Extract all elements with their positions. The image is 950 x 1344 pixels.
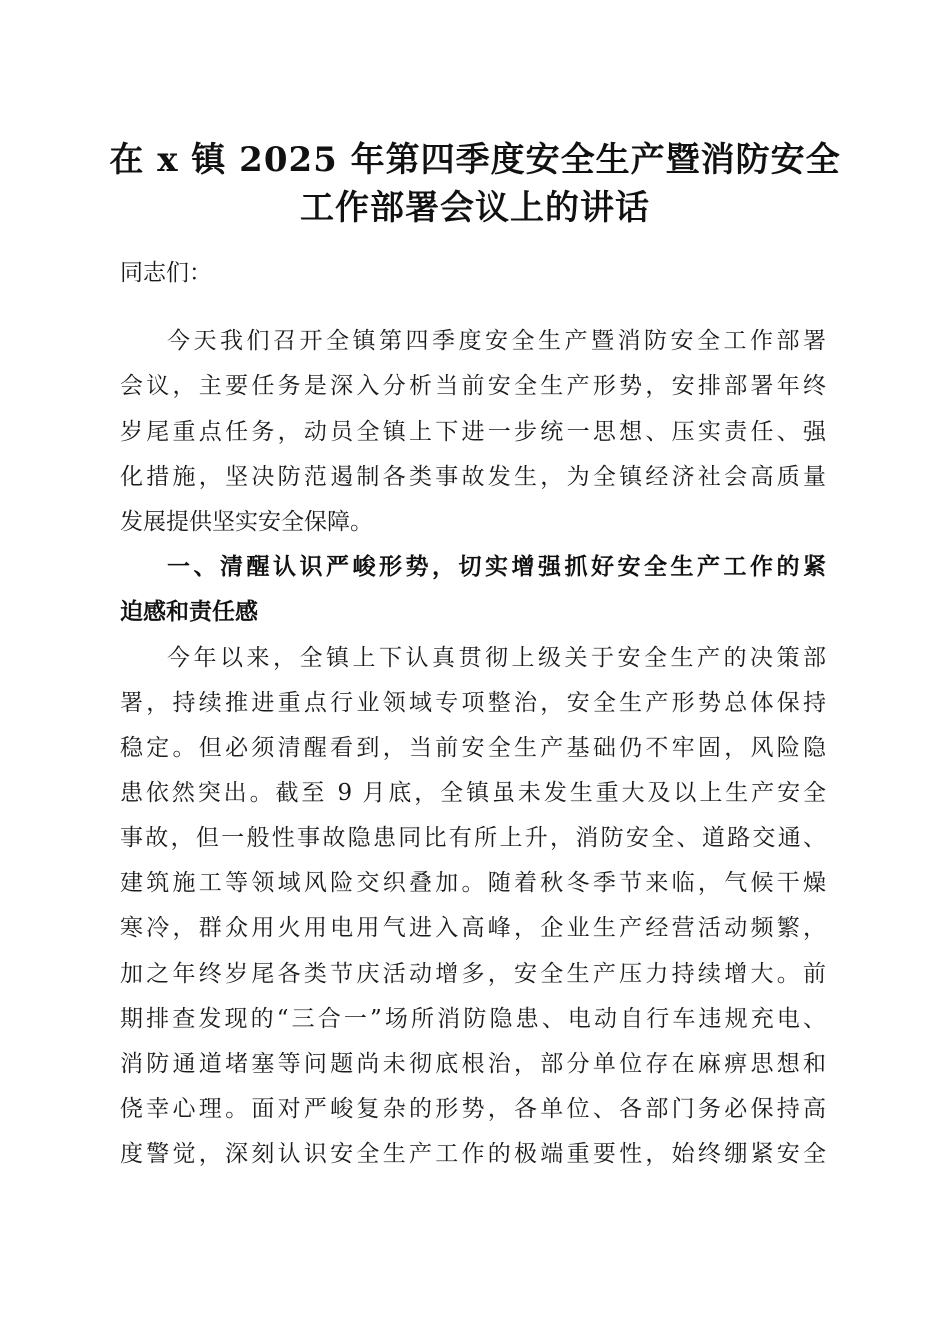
paragraph-line: 今年以来，全镇上下认真贯彻上级关于安全生产的决策部 — [167, 645, 826, 671]
paragraph-line: 患依然突出。截至 9 月底，全镇虽未发生重大及以上生产安全 — [120, 780, 826, 806]
paragraph-line: 寒冷，群众用火用电用气进入高峰，企业生产经营活动频繁， — [120, 915, 826, 941]
paragraph-line: 建筑施工等领域风险交织叠加。随着秋冬季节来临，气候干燥 — [120, 870, 826, 896]
paragraph-line: 岁尾重点任务，动员全镇上下进一步统一思想、压实责任、强 — [120, 419, 826, 445]
document-title-line-1: 在 x 镇 2025 年第四季度安全生产暨消防安全 — [109, 140, 841, 180]
document-title-line-2: 工作部署会议上的讲话 — [300, 188, 650, 228]
paragraph-line: 侥幸心理。面对严峻复杂的形势，各单位、各部门务必保持高 — [120, 1096, 826, 1122]
paragraph-line: 署，持续推进重点行业领域专项整治，安全生产形势总体保持 — [120, 690, 826, 716]
paragraph-line: 发展提供坚实安全保障。 — [120, 509, 373, 535]
paragraph-line: 事故，但一般性事故隐患同比有所上升，消防安全、道路交通、 — [120, 825, 826, 851]
salutation: 同志们： — [120, 260, 212, 286]
section-heading-line: 一、清醒认识严峻形势，切实增强抓好安全生产工作的紧 — [167, 554, 826, 580]
paragraph-line: 会议，主要任务是深入分析当前安全生产形势，安排部署年终 — [120, 373, 826, 399]
paragraph-line: 度警觉，深刻认识安全生产工作的极端重要性，始终绷紧安全 — [120, 1141, 826, 1167]
paragraph-line: 今天我们召开全镇第四季度安全生产暨消防安全工作部署 — [167, 328, 826, 354]
paragraph-line: 稳定。但必须清醒看到，当前安全生产基础仍不牢固，风险隐 — [120, 735, 826, 761]
section-heading-line: 迫感和责任感 — [120, 599, 258, 625]
paragraph-line: 加之年终岁尾各类节庆活动增多，安全生产压力持续增大。前 — [120, 961, 826, 987]
paragraph-line: 消防通道堵塞等问题尚未彻底根治，部分单位存在麻痹思想和 — [120, 1051, 826, 1077]
paragraph-line: 期排查发现的“三合一”场所消防隐患、电动自行车违规充电、 — [120, 1006, 826, 1032]
paragraph-line: 化措施，坚决防范遏制各类事故发生，为全镇经济社会高质量 — [120, 464, 826, 490]
